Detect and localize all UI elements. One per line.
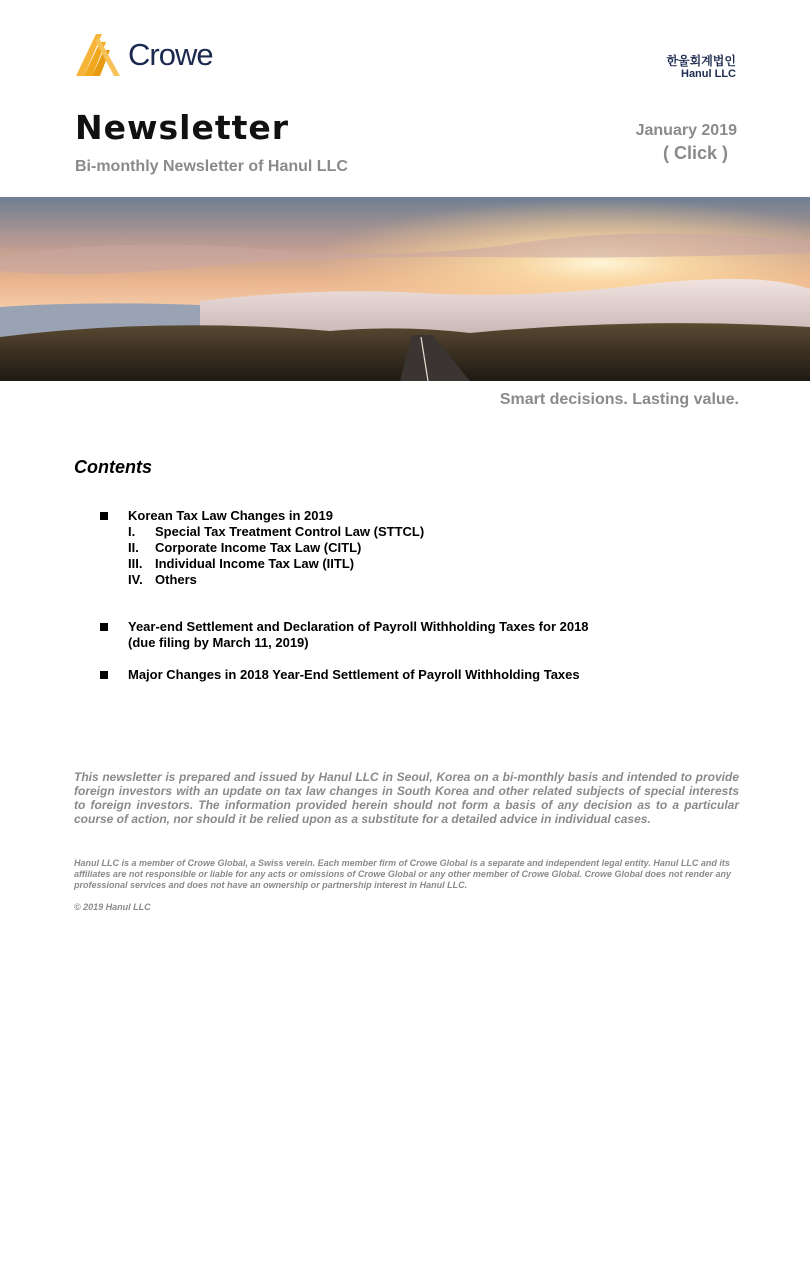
toc-subitem xyxy=(128,572,760,588)
toc-item-note: (due filing by March 11, 2019) xyxy=(128,635,309,650)
click-link[interactable]: ( Click ) xyxy=(662,143,728,163)
disclaimer-text: This newsletter is prepared and issued by Hanul LLC in Seoul, Korea on a bi-monthly basis and intended to provide foreign investors with an update on tax law changes in South Korea and other related subjects of special interests to foreign investors. The information provided herein should not form a basis of any decision as to a particular course of action, nor should it be relied upon as a substitute for a detailed advice in individual cases. xyxy=(74,770,739,826)
toc-item-tax-law-changes xyxy=(100,508,760,588)
toc-subitem xyxy=(128,524,760,540)
toc-subitem xyxy=(128,540,760,556)
table-of-contents xyxy=(100,508,760,683)
copyright: © 2019 Hanul LLC xyxy=(74,902,151,912)
firm-name xyxy=(666,54,736,80)
issue-date: January 2019 xyxy=(635,122,737,139)
toc-item-year-end-settlement xyxy=(100,619,760,651)
crowe-logo xyxy=(76,34,226,78)
tagline: Smart decisions. Lasting value. xyxy=(499,391,739,408)
firm-name-korean: 한울회계법인 xyxy=(666,54,736,68)
crowe-chevron-icon xyxy=(76,34,122,76)
member-notice: Hanul LLC is a member of Crowe Global, a Swiss verein. Each member firm of Crowe Global is a separate and independent legal entity. Hanul LLC and its affiliates are not responsible or liable for any acts or omissions of Crowe Global or any other member of Crowe Global. Crowe Global does not render any professional services and does not have an ownership or partnership interest in Hanul LLC. xyxy=(74,858,731,890)
toc-item-title: Year-end Settlement and Declaration of Payroll Withholding Taxes for 2018 xyxy=(128,619,589,634)
firm-name-english: Hanul LLC xyxy=(681,68,736,80)
toc-subitem-label: Corporate Income Tax Law (CITL) xyxy=(155,540,362,555)
toc-subitem xyxy=(128,556,760,572)
toc-item-title: Major Changes in 2018 Year-End Settlement of Payroll Withholding Taxes xyxy=(128,667,580,682)
toc-subitem-number: II. xyxy=(128,540,139,555)
toc-item-major-changes xyxy=(100,667,760,683)
toc-subitem-number: I. xyxy=(128,524,136,539)
square-bullet-icon xyxy=(100,671,108,679)
newsletter-title: Newsletter xyxy=(75,108,290,147)
square-bullet-icon xyxy=(100,512,108,520)
toc-item-title: Korean Tax Law Changes in 2019 xyxy=(128,508,333,523)
brand-name: Crowe xyxy=(128,37,213,72)
toc-subitem-label: Individual Income Tax Law (IITL) xyxy=(155,556,355,571)
toc-subitem-number: IV. xyxy=(128,572,143,587)
toc-subitem-label: Others xyxy=(155,572,197,587)
newsletter-subtitle: Bi-monthly Newsletter of Hanul LLC xyxy=(75,158,348,175)
contents-heading: Contents xyxy=(74,457,152,477)
banner-image xyxy=(0,197,810,381)
toc-subitem-number: III. xyxy=(128,556,143,571)
toc-sublist xyxy=(128,524,760,588)
toc-subitem-label: Special Tax Treatment Control Law (STTCL) xyxy=(155,524,425,539)
square-bullet-icon xyxy=(100,623,108,631)
